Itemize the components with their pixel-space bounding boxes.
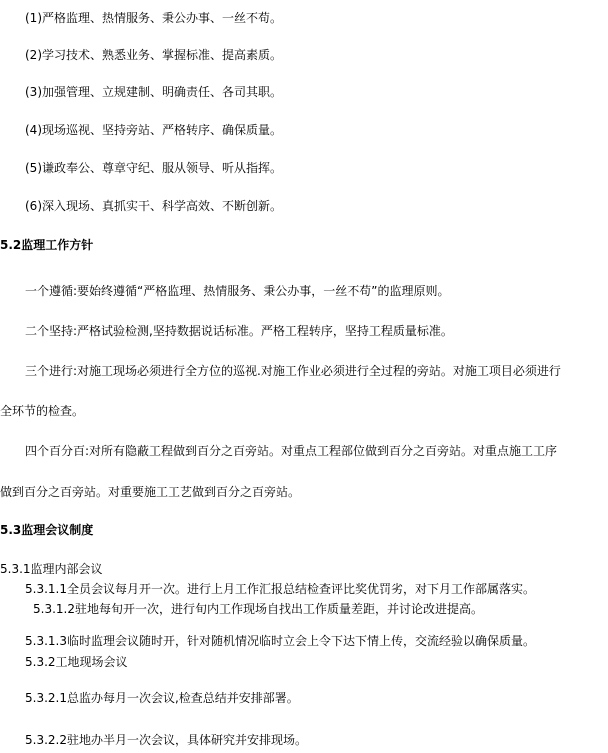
policy-paragraph-3-line-2: 全环节的检查。 bbox=[0, 404, 85, 418]
policy-paragraph-2: 二个坚持:严格试验检测,坚持数据说话标准。严格工程转序，坚持工程质量标准。 bbox=[25, 324, 453, 338]
policy-paragraph-1: 一个遵循:要始终遵循“严格监理、热情服务、秉公办事，一丝不苟”的监理原则。 bbox=[25, 284, 450, 298]
policy-paragraph-4-line-1: 四个百分百:对所有隐蔽工程做到百分之百旁站。对重点工程部位做到百分之百旁站。对重点施工工序 bbox=[25, 444, 558, 458]
principle-item-6: (6)深入现场、真抓实干、科学高效、不断创新。 bbox=[25, 199, 282, 213]
meeting-item-5-3-1-3: 5.3.1.3临时监理会议随时开，针对随机情况临时立会上令下达下情上传，交流经验以确保质量。 bbox=[25, 634, 535, 648]
meeting-item-5-3-2-1: 5.3.2.1总监办每月一次会议,检查总结并安排部署。 bbox=[25, 691, 299, 705]
principle-item-3: (3)加强管理、立规建制、明确责任、各司其职。 bbox=[25, 85, 282, 99]
principle-item-4: (4)现场巡视、坚持旁站、严格转序、确保质量。 bbox=[25, 123, 282, 137]
subsection-5-3-2: 5.3.2工地现场会议 bbox=[25, 655, 128, 669]
subsection-5-3-1: 5.3.1监理内部会议 bbox=[0, 562, 103, 576]
policy-paragraph-3-line-1: 三个进行:对施工现场必须进行全方位的巡视.对施工作业必须进行全过程的旁站。对施工项目必须进行 bbox=[25, 364, 561, 378]
meeting-item-5-3-2-2: 5.3.2.2驻地办半月一次会议，具体研究并安排现场。 bbox=[25, 733, 307, 747]
principle-item-2: (2)学习技术、熟悉业务、掌握标准、提高素质。 bbox=[25, 48, 282, 62]
meeting-item-5-3-1-1: 5.3.1.1全员会议每月开一次。进行上月工作汇报总结检查评比奖优罚劣，对下月工作部属落实。 bbox=[25, 582, 535, 596]
section-heading-5-3: 5.3监理会议制度 bbox=[0, 523, 94, 537]
section-heading-5-2: 5.2监理工作方针 bbox=[0, 238, 94, 252]
principle-item-1: (1)严格监理、热情服务、秉公办事、一丝不苟。 bbox=[25, 11, 282, 25]
policy-paragraph-4-line-2: 做到百分之百旁站。对重要施工工艺做到百分之百旁站。 bbox=[0, 485, 301, 499]
meeting-item-5-3-1-2: 5.3.1.2驻地每旬开一次，进行旬内工作现场自找出工作质量差距，并讨论改进提高。 bbox=[33, 602, 483, 616]
principle-item-5: (5)谦政奉公、尊章守纪、服从领导、听从指挥。 bbox=[25, 161, 282, 175]
